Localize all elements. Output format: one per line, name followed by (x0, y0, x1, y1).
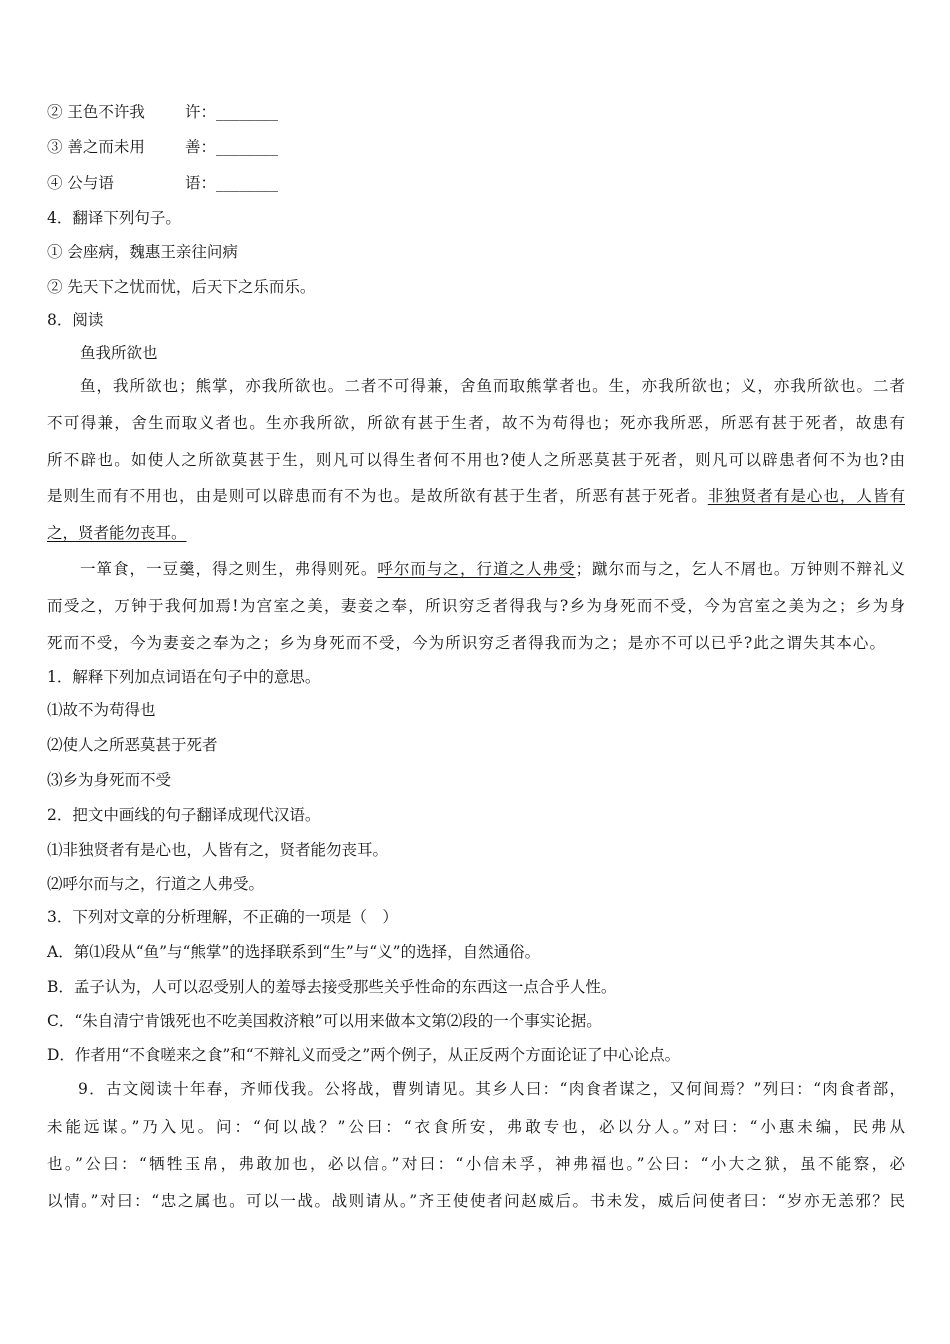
vocab-answer-4 (185, 173, 278, 193)
q8-heading: 8．阅读 (47, 311, 104, 329)
para1-line-4-text: 是则生而有不用也，由是则可以辟患而有不为也。是故所欲有甚于生者，所恶有甚于死者。 (47, 487, 708, 505)
para2-line-2: 而受之，万钟于我何加焉!为宫室之美，妻妾之奉，所识穷乏者得我与?乡为身死而不受，今为宫室之美为之；乡为身 (47, 597, 905, 615)
para1-line-2: 不可得兼，舍生而取义者也。生亦我所欲，所欲有甚于生者，故不为苟得也；死亦我所恶，所恶有甚于死者，故患有 (47, 414, 905, 432)
vocab-word: 许： (185, 103, 217, 121)
answer-blank: ________ (216, 138, 279, 156)
answer-blank: ________ (216, 174, 279, 192)
underlined-sentence-1-end: 之，贤者能勿丧耳。 (47, 524, 187, 542)
passage-title: 鱼我所欲也 (80, 344, 158, 362)
vocab-sentence-4: ④ 公与语 (47, 174, 114, 192)
para1-line-4 (47, 486, 905, 506)
vocab-word: 善： (185, 138, 217, 156)
underlined-sentence-2: 呼尔而与之，行道之人弗受 (377, 560, 576, 578)
q4-title: 4．翻译下列句子。 (47, 209, 181, 227)
para2-line-1-text: 一箪食，一豆羹，得之则生，弗得则死。 (80, 560, 378, 578)
vocab-answer-2 (185, 102, 278, 122)
q8-3-option-b: B．孟子认为，人可以忍受别人的羞辱去接受那些关乎性命的东西这一点合乎人性。 (47, 978, 617, 996)
q8-1-item-3: ⑶乡为身死而不受 (47, 771, 172, 789)
q8-2-title: 2．把文中画线的句子翻译成现代汉语。 (47, 806, 321, 824)
vocab-sentence-3: ③ 善之而未用 (47, 138, 145, 156)
para1-line-1: 鱼，我所欲也；熊掌，亦我所欲也。二者不可得兼，舍鱼而取熊掌者也。生，亦我所欲也；义，亦我所欲也。二者 (80, 377, 905, 395)
underlined-sentence-1: 非独贤者有是心也，人皆有 (707, 487, 905, 505)
q8-3-option-d: D．作者用“不食嗟来之食”和“不辩礼义而受之”两个例子，从正反两个方面论证了中心论点。 (47, 1046, 681, 1064)
q9-line-2: 未能远谋。”乃入见。问：“何以战？”公曰：“衣食所安，弗敢专也，必以分人。”对曰：“小惠未编，民弗从 (47, 1118, 905, 1136)
para2-line-3: 死而不受，今为妻妾之奉为之；乡为身死而不受，今为所识穷乏者得我而为之；是亦不可以已乎?此之谓失其本心。 (47, 634, 885, 652)
q9-line-4: 以情。”对曰：“忠之属也。可以一战。战则请从。”齐王使使者问赵威后。书未发，威后问使者曰：“岁亦无恙邪？民 (47, 1192, 905, 1210)
q4-item-2: ② 先天下之忧而忧，后天下之乐而乐。 (47, 278, 316, 296)
para1-line-3: 所不辟也。如使人之所欲莫甚于生，则凡可以得生者何不用也?使人之所恶莫甚于死者，则凡可以辟患者何不为也?由 (47, 451, 905, 469)
q8-1-item-2: ⑵使人之所恶莫甚于死者 (47, 736, 218, 754)
q4-item-1: ① 会座病，魏惠王亲往问病 (47, 243, 238, 261)
q8-2-item-2: ⑵呼尔而与之，行道之人弗受。 (47, 875, 265, 893)
para2-line-1 (80, 559, 905, 579)
q9-line-1: 9．古文阅读十年春，齐师伐我。公将战，曹刿请见。其乡人曰：“肉食者谋之，又何间焉？”列曰：“肉食者部， (78, 1080, 905, 1098)
q8-3-title: 3．下列对文章的分析理解，不正确的一项是（ ） (47, 908, 398, 926)
answer-blank: ________ (216, 103, 279, 121)
q8-2-item-1: ⑴非独贤者有是心也，人皆有之，贤者能勿丧耳。 (47, 841, 389, 859)
q9-line-3: 也。”公曰：“牺牲玉帛，弗敢加也，必以信。”对曰：“小信未孚，神弗福也。”公曰：“小大之狱，虽不能察，必 (47, 1155, 905, 1173)
vocab-sentence-2: ② 王色不许我 (47, 103, 145, 121)
para1-line-5 (47, 523, 187, 543)
q8-1-item-1: ⑴故不为苟得也 (47, 701, 156, 719)
q8-1-title: 1．解释下列加点词语在句子中的意思。 (47, 668, 321, 686)
vocab-word: 语： (185, 174, 217, 192)
vocab-answer-3 (185, 137, 278, 157)
q8-3-option-c: C．“朱自清宁肯饿死也不吃美国救济粮”可以用来做本文第⑵段的一个事实论据。 (47, 1012, 602, 1030)
para2-line-1-rest: ；蹴尔而与之，乞人不屑也。万钟则不辩礼义 (575, 560, 905, 578)
q8-3-option-a: A．第⑴段从“鱼”与“熊掌”的选择联系到“生”与“义”的选择，自然通俗。 (47, 943, 541, 961)
